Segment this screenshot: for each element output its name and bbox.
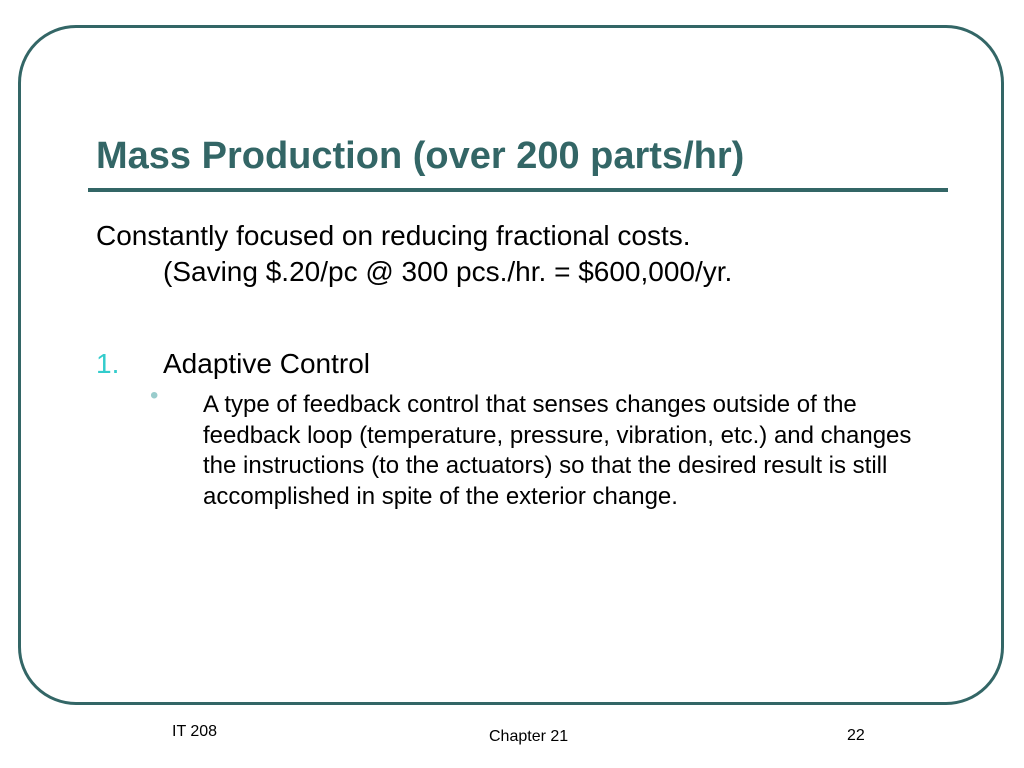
bullet-text: A type of feedback control that senses changes outside of the feedback loop (temperature, pressure, vibration, etc.) and changes the instructions (to the actuators) so that the desired result is still accomplished in spite of the exterior change. bbox=[203, 391, 912, 510]
intro-line-1: Constantly focused on reducing fractional costs. bbox=[96, 220, 691, 251]
slide-title: Mass Production (over 200 parts/hr) bbox=[96, 135, 745, 177]
numbered-item bbox=[96, 346, 370, 382]
title-underline bbox=[88, 188, 948, 192]
footer-course: IT 208 bbox=[172, 723, 218, 740]
intro-paragraph bbox=[96, 218, 936, 290]
footer-chapter: Chapter 21 bbox=[489, 728, 569, 745]
bullet-icon: • bbox=[150, 382, 159, 409]
footer-page-number: 22 bbox=[847, 727, 865, 744]
intro-line-2: (Saving $.20/pc @ 300 pcs./hr. = $600,000/yr. bbox=[163, 256, 733, 287]
number-marker: 1. bbox=[96, 348, 120, 379]
numbered-item-label: Adaptive Control bbox=[163, 348, 371, 379]
